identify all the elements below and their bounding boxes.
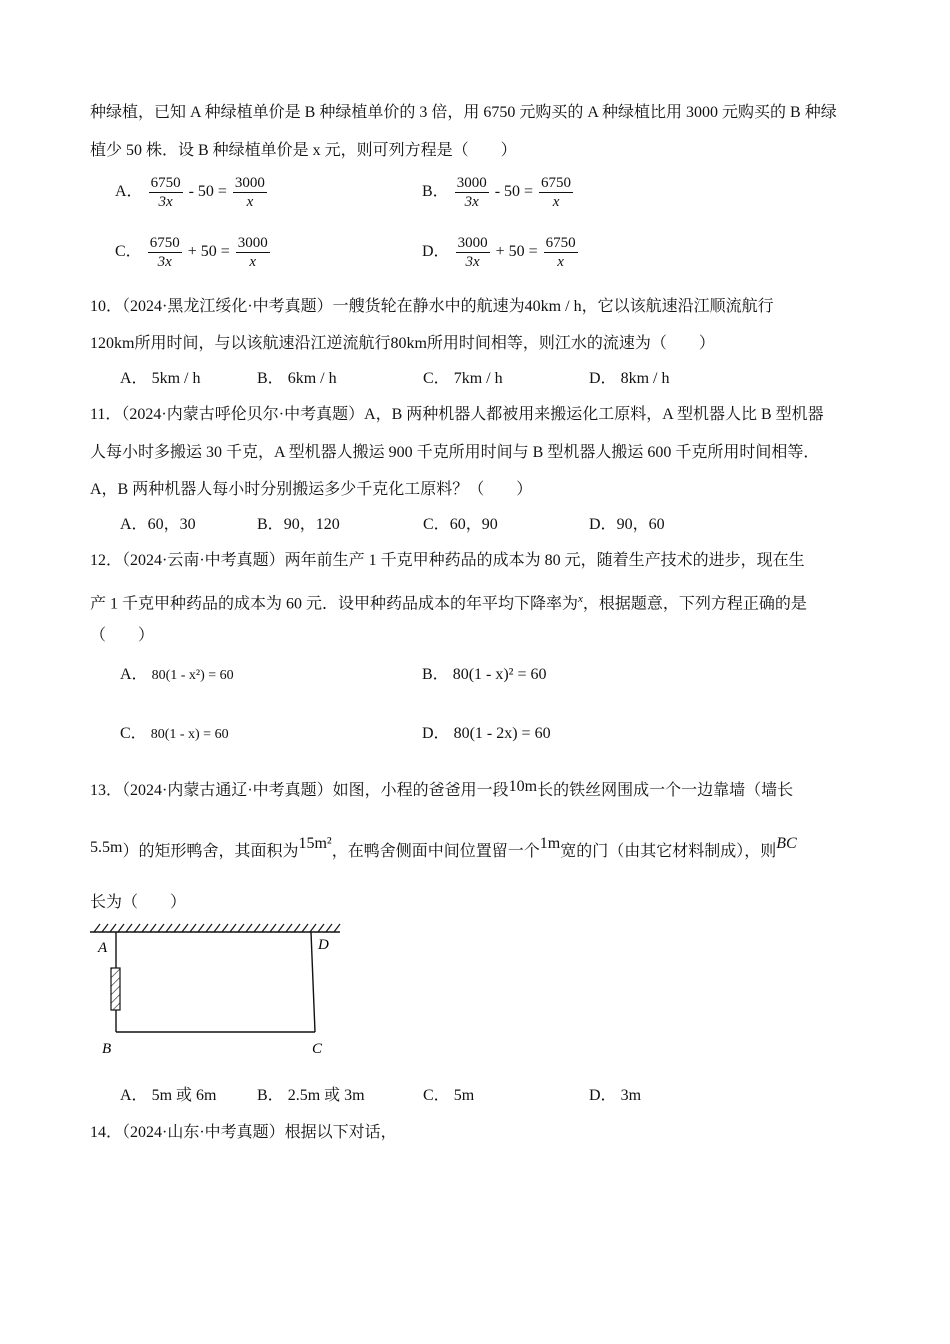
q11-line1: 11．（2024·内蒙古呼伦贝尔·中考真题）A，B 两种机器人都被用来搬运化工原料，A 型机器人比 B 型机器: [90, 406, 824, 423]
q13-line3: 长为（ ）: [90, 894, 187, 911]
q12-option-b[interactable]: B． 80(1 - x)² = 60: [422, 666, 547, 683]
label-c: C: [312, 1041, 323, 1057]
q10-option-a[interactable]: A． 5km / h: [120, 370, 201, 387]
q9-option-b[interactable]: [422, 174, 575, 211]
q13-option-b[interactable]: B． 2.5m 或 3m: [257, 1087, 365, 1104]
q12-option-c[interactable]: C． 80(1 - x) = 60: [120, 725, 229, 742]
q10-option-d[interactable]: D． 8km / h: [589, 370, 670, 387]
door: [111, 968, 120, 1010]
fence: [116, 932, 315, 1032]
q13-option-c[interactable]: C． 5m: [423, 1087, 475, 1104]
q13-option-d[interactable]: D． 3m: [589, 1087, 642, 1104]
duck-pen-figure: [90, 922, 350, 1062]
option-label: A．: [115, 183, 143, 201]
fraction: $\frac{6750}{3x}$: [150, 175, 181, 210]
operator: + 50 =: [187, 243, 230, 261]
q14-line1: 14．（2024·山东·中考真题）根据以下对话，: [90, 1124, 397, 1141]
q9-option-a[interactable]: [115, 174, 269, 211]
option-label: D．: [422, 243, 450, 261]
operator: - 50 =: [188, 183, 227, 201]
q11-option-a[interactable]: A．60，30: [120, 516, 196, 533]
q9-line1: 种绿植，已知 A 种绿植单价是 B 种绿植单价的 3 倍，用 6750 元购买的 A 种绿植比用 3000 元购买的 B 种绿: [90, 104, 837, 121]
q12-option-d[interactable]: D． 80(1 - 2x) = 60: [422, 725, 551, 742]
q10-line2: 120km所用时间，与以该航速沿江逆流航行80km所用时间相等，则江水的流速为（ ）: [90, 335, 715, 352]
q10-option-c[interactable]: C． 7km / h: [423, 370, 503, 387]
fraction: $\frac{3000}{x}$: [234, 175, 265, 210]
q11-option-b[interactable]: B．90，120: [257, 516, 340, 533]
q9-option-c[interactable]: [115, 234, 272, 271]
fraction: $\frac{6750}{3x}$: [149, 235, 180, 270]
q12-line1: 12．（2024·云南·中考真题）两年前生产 1 千克甲种药品的成本为 80 元，随着生产技术的进步，现在生: [90, 552, 805, 569]
q10-option-b[interactable]: B． 6km / h: [257, 370, 337, 387]
label-a: A: [98, 940, 108, 956]
fraction: $\frac{3000}{3x}$: [456, 175, 487, 210]
q12-line3: （ ）: [90, 627, 155, 644]
operator: - 50 =: [494, 183, 534, 201]
q10-line1: 10．（2024·黑龙江绥化·中考真题）一艘货轮在静水中的航速为40km / h，它以该航速沿江顺流航行: [90, 298, 774, 315]
q13-line2: 5.5m）的矩形鸭舍，其面积为15m²，在鸭舍侧面中间位置留一个1m宽的门（由其它材料制成），则BC: [90, 835, 797, 860]
label-b: B: [102, 1041, 112, 1057]
q11-option-c[interactable]: C．60，90: [423, 516, 498, 533]
q13-line1: 13．（2024·内蒙古通辽·中考真题）如图，小程的爸爸用一段10m长的铁丝网围成一个一边靠墙（墙长: [90, 778, 794, 799]
option-label: B．: [422, 183, 449, 201]
fraction: $\frac{3000}{3x}$: [457, 235, 488, 270]
q12-line2: 产 1 千克甲种药品的成本为 60 元．设甲种药品成本的年平均下降率为$^x$，根据题意，下列方程正确的是: [90, 593, 807, 613]
fraction: $\frac{3000}{x}$: [237, 235, 268, 270]
q12-option-a[interactable]: A． 80(1 - x²) = 60: [120, 666, 234, 683]
fraction: $\frac{6750}{x}$: [541, 175, 572, 210]
q11-line3: A，B 两种机器人每小时分别搬运多少千克化工原料？（ ）: [90, 481, 533, 498]
fraction: $\frac{6750}{x}$: [545, 235, 576, 270]
q13-option-a[interactable]: A． 5m 或 6m: [120, 1087, 217, 1104]
label-d: D: [318, 937, 329, 953]
q11-line2: 人每小时多搬运 30 千克，A 型机器人搬运 900 千克所用时间与 B 型机器人搬运 600 千克所用时间相等．: [90, 444, 820, 461]
q9-line2: 植少 50 株．设 B 种绿植单价是 x 元，则可列方程是（ ）: [90, 142, 517, 159]
wall: [90, 924, 340, 932]
option-label: C．: [115, 243, 142, 261]
operator: + 50 =: [495, 243, 538, 261]
q9-option-d[interactable]: [422, 234, 580, 271]
q11-option-d[interactable]: D．90，60: [589, 516, 665, 533]
